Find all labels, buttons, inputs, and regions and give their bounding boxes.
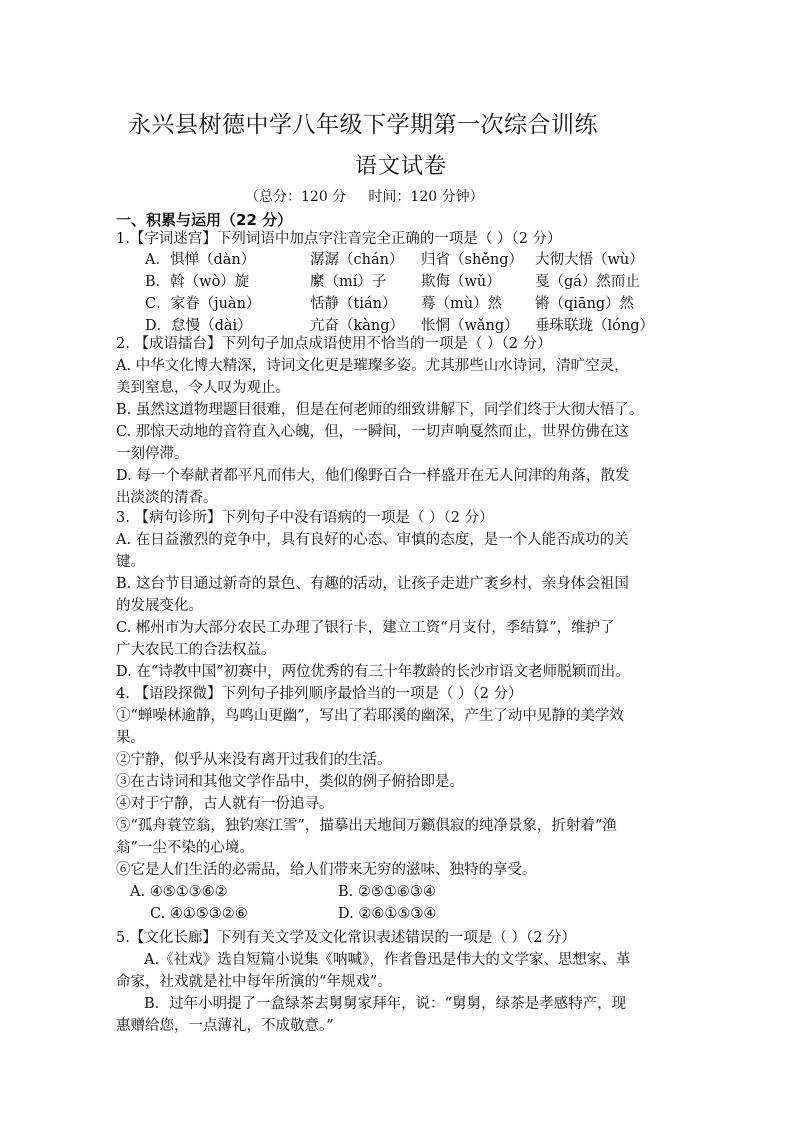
q1-option: A．惧惮（dàn） [145, 252, 256, 268]
q1-option: 潺潺（chán） [310, 252, 404, 268]
q1-stem: 1.【字词迷宫】下列词语中加点字注音完全正确的一项是（ ）（2 分） [116, 231, 562, 247]
q5-option-a-cont: 命家，社戏就是社中每年所演的“年规戏”。 [116, 974, 392, 990]
q2-option-d: D. 每一个奉献者都平凡而伟大，他们像野百合一样盛开在无人问津的角落，散发 [116, 468, 630, 484]
section-heading: 一、积累与运用（22 分） [116, 211, 293, 229]
q1-option: 亢奋（kàng） [310, 318, 405, 334]
q5-option-b: B．过年小明提了一盒绿茶去舅舅家拜年，说：“舅舅，绿茶是孝感特产，现 [144, 996, 627, 1012]
q2-stem: 2. 【成语擂台】下列句子加点成语使用不恰当的一项是（ ）（2 分） [116, 336, 552, 352]
q4-sentence-4: ④对于宁静，古人就有一份追寻。 [116, 796, 334, 812]
q2-option-a-cont: 美到窒息，令人叹为观止。 [116, 380, 290, 396]
q1-option: 垂珠联珑（lóng） [535, 318, 654, 334]
q3-option-c: C. 郴州市为大部分农民工办理了银行卡，建立工资“月支付，季结算”，维护了 [116, 620, 615, 636]
q1-option: 锵（qiāng）然 [535, 296, 635, 312]
q4-sentence-6: ⑥它是人们生活的必需品，给人们带来无穷的滋味、独特的享受。 [116, 862, 537, 878]
q4-sentence-5-cont: 翁”一尘不染的心境。 [116, 840, 254, 856]
q2-option-c: C. 那惊天动地的音符直入心魄，但，一瞬间，一切声响戛然而止，世界仿佛在这 [116, 424, 629, 440]
q1-option: B．斡（wò）旋 [145, 274, 250, 290]
q1-option: 縻（mí）子 [310, 274, 387, 290]
q3-option-b: B. 这台节目通过新奇的景色、有趣的活动，让孩子走进广袤乡村，亲身体会祖国 [116, 576, 629, 592]
q5-option-b-cont: 惠赠给您，一点薄礼，不成敬意。” [116, 1018, 334, 1034]
q2-option-c-cont: 一刻停滞。 [116, 446, 189, 462]
q4-sentence-5: ⑤“孤舟蓑笠翁，独钓寒江雪”，描摹出天地间万籁俱寂的纯净景象，折射着“渔 [116, 818, 617, 834]
q3-option-a: A. 在日益激烈的竞争中，具有良好的心态、审慎的态度，是一个人能否成功的关 [116, 532, 629, 548]
exam-meta: （总分：120 分 时间：120 分钟） [245, 189, 484, 205]
q4-sentence-1: ①“蝉噪林逾静，鸟鸣山更幽”，写出了若耶溪的幽深，产生了动中见静的美学效 [116, 708, 624, 724]
q1-option: 欺侮（wǔ） [421, 274, 501, 290]
q3-stem: 3. 【病句诊所】下列句子中没有语病的一项是（ ）（2 分） [116, 510, 494, 526]
q3-option-a-cont: 键。 [116, 554, 145, 570]
q2-option-a: A. 中华文化博大精深，诗词文化更是璀璨多姿。尤其那些山水诗词，清旷空灵， [116, 358, 629, 374]
q3-option-b-cont: 的发展变化。 [116, 598, 203, 614]
q4-option-b: B. ②⑤①⑥③④ [338, 884, 436, 900]
q4-sentence-3: ③在古诗词和其他文学作品中，类似的例子俯拾即是。 [116, 774, 464, 790]
q5-stem: 5.【文化长廊】下列有关文学及文化常识表述错误的一项是（ ）（2 分） [116, 930, 577, 946]
q3-option-c-cont: 广大农民工的合法权益。 [116, 642, 276, 658]
exam-subtitle: 语文试卷 [355, 154, 448, 179]
q4-option-c: C. ④①⑤③②⑥ [150, 906, 248, 922]
q1-option: 戛（gá）然而止 [535, 274, 640, 290]
q4-option-d: D. ②⑥①⑤③④ [338, 906, 437, 922]
q4-sentence-2: ②宁静，似乎从来没有离开过我们的生活。 [116, 752, 392, 768]
q2-option-b: B. 虽然这道物理题目很难，但是在何老师的细致讲解下，同学们终于大彻大悟了。 [116, 402, 644, 418]
exam-title: 永兴县树德中学八年级下学期第一次综合训练 [128, 112, 598, 138]
q1-option: 蓦（mù）然 [421, 296, 503, 312]
q2-option-d-cont: 出淡淡的清香。 [116, 490, 218, 506]
q5-option-a: A.《社戏》选自短篇小说集《呐喊》，作者鲁迅是伟大的文学家、思想家、革 [144, 952, 631, 968]
q1-option: D．怠慢（dài） [145, 318, 252, 334]
q1-option: 怅惘（wǎng） [421, 318, 519, 334]
q4-sentence-1-cont: 果。 [116, 730, 145, 746]
q3-option-d: D. 在“诗教中国”初赛中，两位优秀的有三十年教龄的长沙市语文老师脱颖而出。 [116, 664, 630, 680]
q4-stem: 4. 【语段探微】下列句子排列顺序最恰当的一项是（ ）（2 分） [116, 686, 523, 702]
q1-option: 大彻大悟（wù） [535, 252, 644, 268]
q1-option: 恬静（tián） [310, 296, 397, 312]
q1-option: 归省（shěng） [421, 252, 523, 268]
q4-option-a: A. ④⑤①③⑥② [130, 884, 228, 900]
q1-option: C．家眷（juàn） [145, 296, 261, 312]
